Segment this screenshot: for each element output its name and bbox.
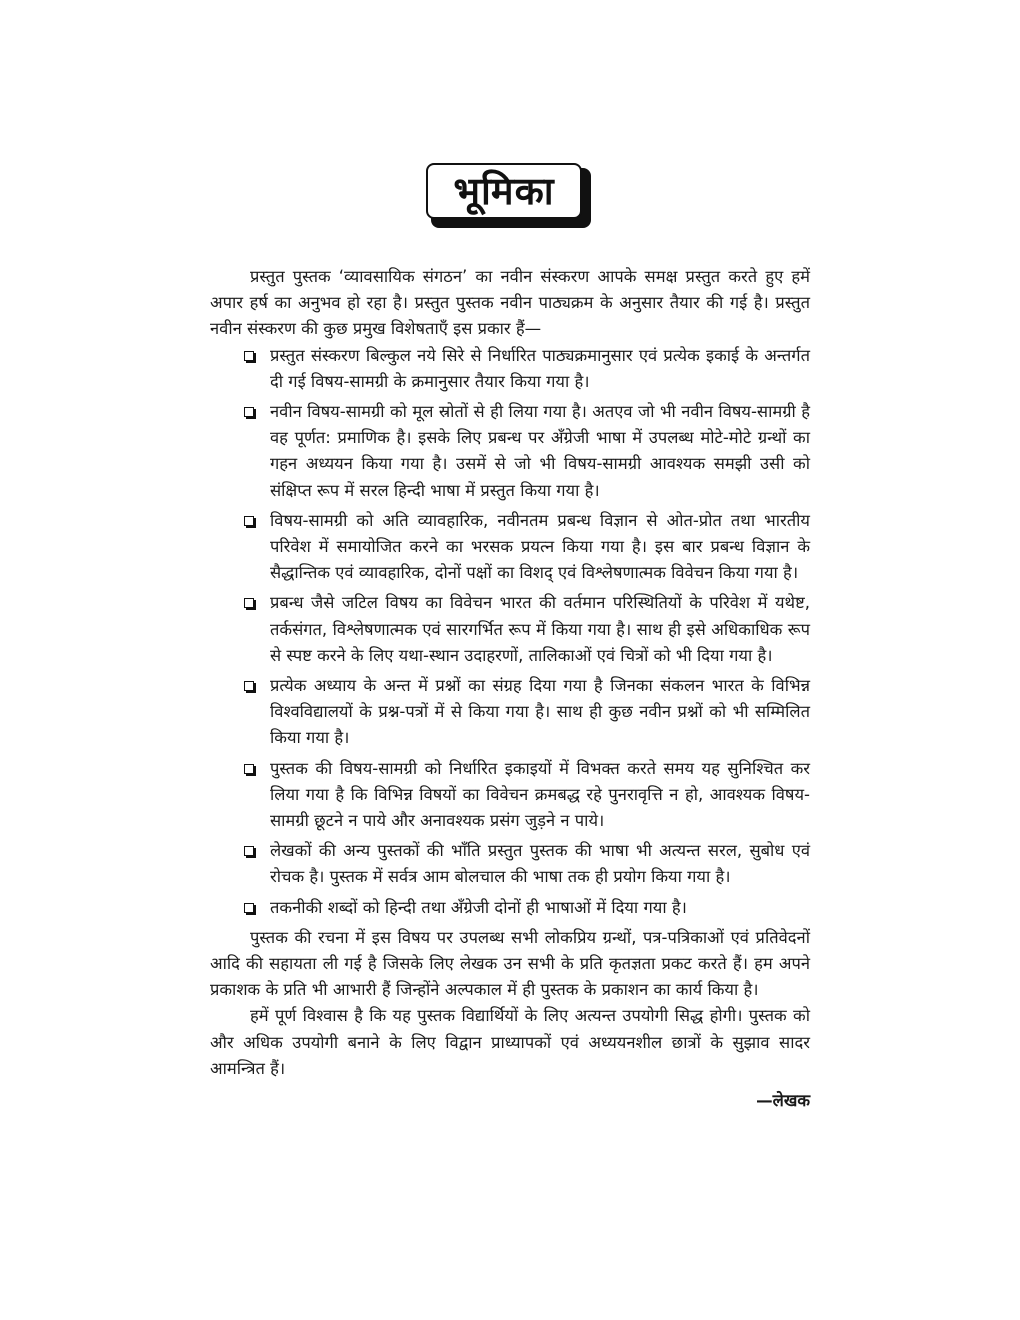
list-item — [244, 838, 810, 890]
checkbox-bullet-icon — [244, 846, 254, 856]
list-item — [244, 756, 810, 835]
list-item-text: विषय-सामग्री को अति व्यावहारिक, नवीनतम प्रबन्ध विज्ञान से ओत-प्रोत तथा भारतीय परिवेश में समायोजित करने का भरसक प्रयत्न किया गया है। इस बार प्रबन्ध विज्ञान के सैद्धान्तिक एवं व्यावहारिक, दोनों पक्षों का विशद् एवं विश्लेषणात्मक विवेचन किया गया है। — [270, 510, 810, 583]
list-item — [244, 508, 810, 587]
checkbox-bullet-icon — [244, 903, 254, 913]
list-item-text: प्रस्तुत संस्करण बिल्कुल नये सिरे से निर्धारित पाठ्यक्रमानुसार एवं प्रत्येक इकाई के अन्तर्गत दी गई विषय-सामग्री के क्रमानुसार तैयार किया गया है। — [270, 345, 810, 391]
preface-body — [210, 264, 810, 1114]
list-item — [244, 895, 810, 921]
checkbox-bullet-icon — [244, 516, 254, 526]
intro-paragraph: प्रस्तुत पुस्तक ‘व्यावसायिक संगठन’ का नवीन संस्करण आपके समक्ष प्रस्तुत करते हुए हमें अपार हर्ष का अनुभव हो रहा है। प्रस्तुत पुस्तक नवीन पाठ्यक्रम के अनुसार तैयार की गई है। प्रस्तुत नवीन संस्करण की कुछ प्रमुख विशेषताएँ इस प्रकार हैं— — [210, 267, 810, 339]
page-title: भूमिका — [453, 169, 555, 213]
list-item — [244, 399, 810, 504]
list-item — [244, 673, 810, 752]
checkbox-bullet-icon — [244, 764, 254, 774]
list-item — [244, 343, 810, 395]
list-item-text: प्रत्येक अध्याय के अन्त में प्रश्नों का संग्रह दिया गया है जिनका संकलन भारत के विभिन्न विश्वविद्यालयों के प्रश्न-पत्रों में से किया गया है। साथ ही कुछ नवीन प्रश्नों को भी सम्मिलित किया गया है। — [270, 676, 810, 748]
checkbox-bullet-icon — [244, 681, 254, 691]
list-item-text: पुस्तक की विषय-सामग्री को निर्धारित इकाइयों में विभक्त करते समय यह सुनिश्चित कर लिया गया है कि विभिन्न विषयों का विवेचन क्रमबद्ध रहे पुनरावृत्ति न हो, आवश्यक विषय-सामग्री छूटने न पाये और अनावश्यक प्रसंग जुड़ने न पाये। — [270, 758, 810, 831]
title-frame — [426, 163, 590, 225]
list-item-text: लेखकों की अन्य पुस्तकों की भाँति प्रस्तुत पुस्तक की भाषा भी अत्यन्त सरल, सुबोध एवं रोचक है। पुस्तक में सर्वत्र आम बोलचाल की भाषा तक ही प्रयोग किया गया है। — [270, 841, 810, 887]
list-item — [244, 590, 810, 669]
author-signature: —लेखक — [756, 1091, 810, 1111]
title-box — [426, 163, 582, 219]
checkbox-bullet-icon — [244, 598, 254, 608]
closing-paragraph: हमें पूर्ण विश्वास है कि यह पुस्तक विद्यार्थियों के लिए अत्यन्त उपयोगी सिद्ध होगी। पुस्तक को और अधिक उपयोगी बनाने के लिए विद्वान प्राध्यापकों एवं अध्ययनशील छात्रों के सुझाव सादर आमन्त्रित हैं। — [210, 1006, 810, 1078]
acknowledgement-paragraph: पुस्तक की रचना में इस विषय पर उपलब्ध सभी लोकप्रिय ग्रन्थों, पत्र-पत्रिकाओं एवं प्रतिवेदनों आदि की सहायता ली गई है जिसके लिए लेखक उन सभी के प्रति कृतज्ञता प्रकट करते हैं। हम अपने प्रकाशक के प्रति भी आभारी हैं जिन्होंने अल्पकाल में ही पुस्तक के प्रकाशन का कार्य किया है। — [210, 927, 810, 1000]
list-item-text: प्रबन्ध जैसे जटिल विषय का विवेचन भारत की वर्तमान परिस्थितियों के परिवेश में यथेष्ट, तर्कसंगत, विश्लेषणात्मक एवं सारगर्भित रूप में किया गया है। साथ ही इसे अधिकाधिक रूप से स्पष्ट करने के लिए यथा-स्थान उदाहरणों, तालिकाओं एवं चित्रों को भी दिया गया है। — [270, 593, 810, 665]
list-item-text: तकनीकी शब्दों को हिन्दी तथा अँग्रेजी दोनों ही भाषाओं में दिया गया है। — [270, 897, 687, 917]
checkbox-bullet-icon — [244, 407, 254, 417]
checkbox-bullet-icon — [244, 351, 254, 361]
features-list — [210, 343, 810, 921]
list-item-text: नवीन विषय-सामग्री को मूल स्रोतों से ही लिया गया है। अतएव जो भी नवीन विषय-सामग्री है वह पूर्णत: प्रमाणिक है। इसके लिए प्रबन्ध पर अँग्रेजी भाषा में उपलब्ध मोटे-मोटे ग्रन्थों का गहन अध्ययन किया गया है। उसमें से जो भी विषय-सामग्री आवश्यक समझी उसी को संक्षिप्त रूप में सरल हिन्दी भाषा में प्रस्तुत किया गया है। — [270, 402, 810, 500]
